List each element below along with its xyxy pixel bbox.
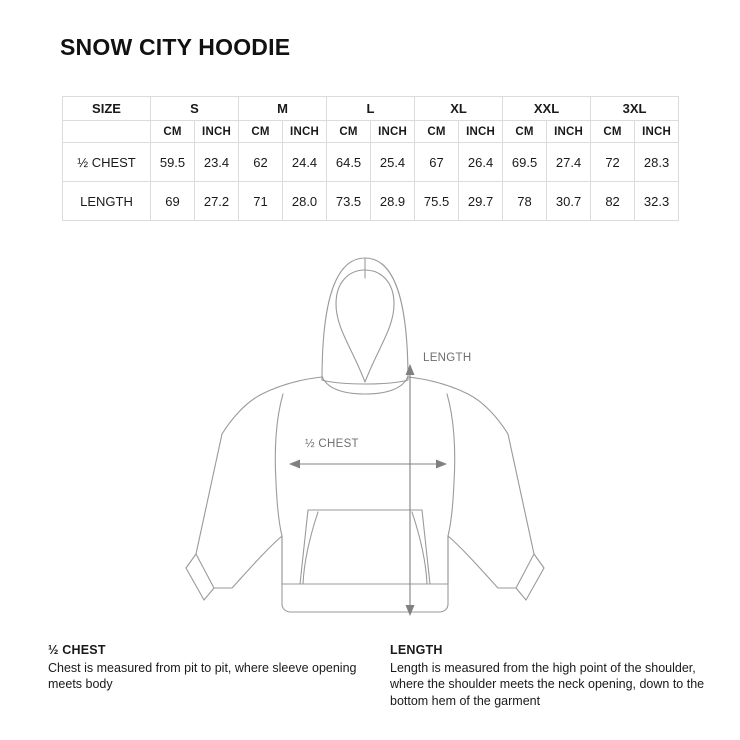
table-header-size-m: M	[239, 97, 327, 121]
pocket-left-opening	[303, 512, 318, 584]
chest-l-inch: 25.4	[371, 143, 415, 182]
table-header-size-s: S	[151, 97, 239, 121]
hood-opening	[336, 270, 394, 382]
length-dimension-label: LENGTH	[423, 352, 472, 364]
length-3xl-inch: 32.3	[635, 182, 679, 221]
chest-arrow-head-left	[289, 460, 300, 469]
chest-3xl-inch: 28.3	[635, 143, 679, 182]
unit-cm-l: CM	[327, 121, 371, 143]
chest-xl-inch: 26.4	[459, 143, 503, 182]
chest-xxl-inch: 27.4	[547, 143, 591, 182]
table-header-size-label: SIZE	[63, 97, 151, 121]
table-header-size-l: L	[327, 97, 415, 121]
note-length-body: Length is measured from the high point of the shoulder, where the shoulder meets the neck opening, down to the bottom hem of the garment	[390, 660, 705, 708]
unit-inch-l: INCH	[371, 121, 415, 143]
unit-cm-m: CM	[239, 121, 283, 143]
note-length	[390, 642, 710, 709]
unit-cm-s: CM	[151, 121, 195, 143]
chest-s-cm: 59.5	[151, 143, 195, 182]
note-chest-body: Chest is measured from pit to pit, where sleeve opening meets body	[48, 660, 357, 691]
length-xl-inch: 29.7	[459, 182, 503, 221]
length-xl-cm: 75.5	[415, 182, 459, 221]
length-l-inch: 28.9	[371, 182, 415, 221]
note-length-title: LENGTH	[390, 643, 443, 657]
pocket-right-opening	[412, 512, 427, 584]
table-header-size-row	[63, 97, 679, 121]
chest-xxl-cm: 69.5	[503, 143, 547, 182]
hem-band	[282, 584, 448, 612]
table-header-unit-row	[63, 121, 679, 143]
chest-arrow-head-right	[436, 460, 447, 469]
length-xxl-inch: 30.7	[547, 182, 591, 221]
unit-inch-m: INCH	[283, 121, 327, 143]
length-m-inch: 28.0	[283, 182, 327, 221]
length-l-cm: 73.5	[327, 182, 371, 221]
chest-s-inch: 23.4	[195, 143, 239, 182]
length-3xl-cm: 82	[591, 182, 635, 221]
note-chest-title: ½ CHEST	[48, 643, 106, 657]
length-m-cm: 71	[239, 182, 283, 221]
length-arrow-head-top	[406, 364, 415, 375]
unit-cm-3xl: CM	[591, 121, 635, 143]
chest-l-cm: 64.5	[327, 143, 371, 182]
length-s-cm: 69	[151, 182, 195, 221]
unit-inch-3xl: INCH	[635, 121, 679, 143]
table-header-size-xl: XL	[415, 97, 503, 121]
left-underarm-seam	[275, 394, 283, 536]
chest-3xl-cm: 72	[591, 143, 635, 182]
row-label-length: LENGTH	[63, 182, 151, 221]
neck-opening	[322, 376, 408, 394]
length-xxl-cm: 78	[503, 182, 547, 221]
table-row-length	[63, 182, 679, 221]
size-table-container	[62, 96, 678, 221]
right-underarm-seam	[447, 394, 455, 536]
chest-xl-cm: 67	[415, 143, 459, 182]
unit-cm-xxl: CM	[503, 121, 547, 143]
hoodie-diagram	[0, 236, 740, 628]
length-arrow-head-bottom	[406, 605, 415, 616]
table-header-size-xxl: XXL	[503, 97, 591, 121]
table-header-size-3xl: 3XL	[591, 97, 679, 121]
page-title: SNOW CITY HOODIE	[60, 34, 291, 60]
size-table	[62, 96, 679, 221]
unit-inch-xxl: INCH	[547, 121, 591, 143]
row-label-chest: ½ CHEST	[63, 143, 151, 182]
unit-inch-s: INCH	[195, 121, 239, 143]
unit-inch-xl: INCH	[459, 121, 503, 143]
chest-dimension-label: ½ CHEST	[305, 438, 359, 450]
chest-m-inch: 24.4	[283, 143, 327, 182]
unit-cm-xl: CM	[415, 121, 459, 143]
chest-m-cm: 62	[239, 143, 283, 182]
table-header-unit-blank	[63, 121, 151, 143]
note-chest	[48, 642, 378, 693]
table-row-chest	[63, 143, 679, 182]
length-s-inch: 27.2	[195, 182, 239, 221]
